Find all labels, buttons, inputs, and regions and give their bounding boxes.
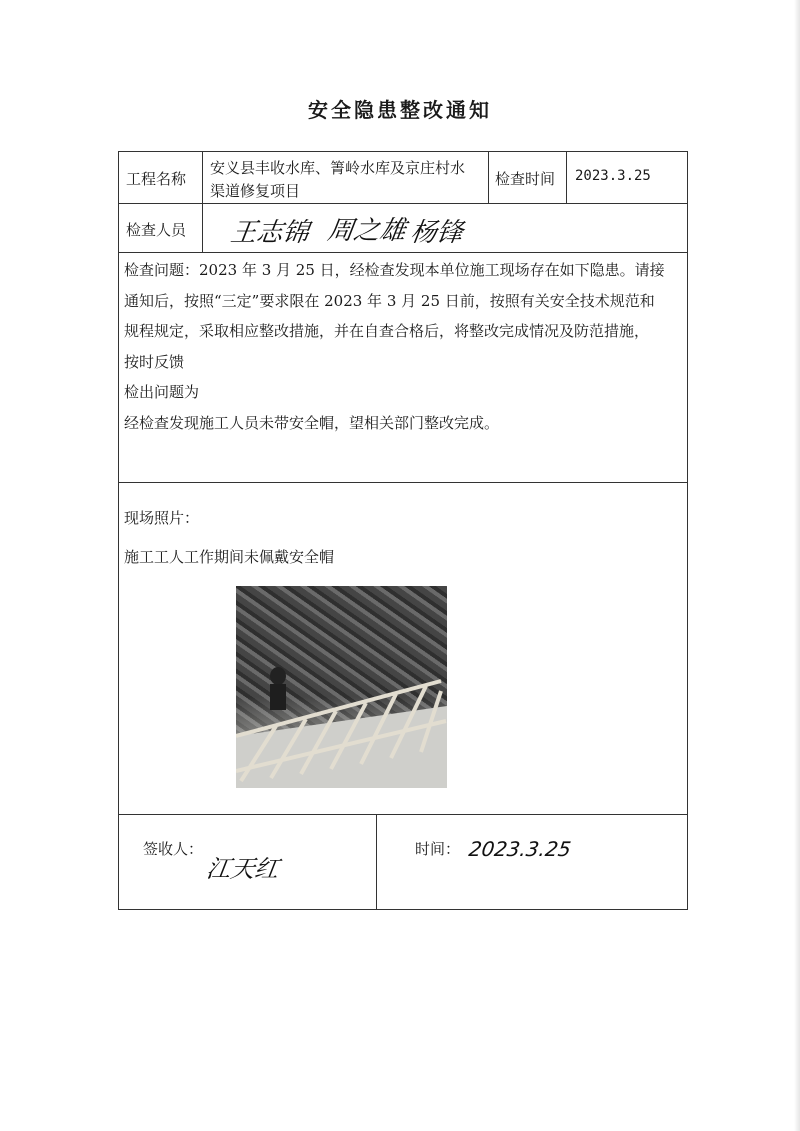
issue-line: 检查问题：2023 年 3 月 25 日，经检查发现本单位施工现场存在如下隐患。请接 bbox=[124, 261, 665, 279]
photo-label: 现场照片： bbox=[124, 509, 200, 527]
photo-caption: 施工工人工作期间未佩戴安全帽 bbox=[124, 548, 335, 566]
project-value-cell bbox=[202, 151, 489, 204]
issues-cell bbox=[118, 252, 688, 483]
project-name-line2: 渠道修复项目 bbox=[210, 182, 301, 200]
inspectors-signature-cell bbox=[202, 203, 688, 253]
project-name-line1: 安义县丰收水库、箐岭水库及京庄村水 bbox=[210, 159, 466, 177]
check-time-label: 检查时间 bbox=[495, 170, 556, 188]
time-handwritten: 2023.3.25 bbox=[467, 837, 573, 861]
inspector-signature-1: 王志锦 bbox=[228, 218, 311, 248]
check-time-value-cell bbox=[566, 151, 688, 204]
issues-text bbox=[124, 255, 684, 438]
issue-line: 检出问题为 bbox=[124, 383, 200, 401]
inspector-signature-3: 杨锋 bbox=[408, 218, 465, 248]
issue-line: 经检查发现施工人员未带安全帽，望相关部门整改完成。 bbox=[124, 413, 500, 432]
receiver-cell bbox=[118, 814, 377, 910]
issue-line: 规程规定，采取相应整改措施，并在自查合格后，将整改完成情况及防范措施， bbox=[124, 322, 650, 340]
time-label: 时间： bbox=[415, 840, 461, 858]
document-title: 安全隐患整改通知 bbox=[308, 98, 492, 122]
page-edge-shadow bbox=[794, 0, 800, 1131]
project-label: 工程名称 bbox=[126, 170, 187, 188]
project-label-cell bbox=[118, 151, 203, 204]
receiver-label: 签收人： bbox=[143, 840, 204, 858]
inspectors-label-cell bbox=[118, 203, 203, 253]
time-cell bbox=[376, 814, 688, 910]
issue-line: 通知后，按照“三定”要求限在 2023 年 3 月 25 日前，按照有关安全技术规范和 bbox=[124, 291, 655, 310]
site-photo bbox=[236, 586, 447, 788]
check-time-label-cell bbox=[488, 151, 567, 204]
receiver-signature: 江天红 bbox=[204, 855, 281, 883]
inspector-signature-2: 周之雄 bbox=[325, 216, 408, 246]
issue-line: 按时反馈 bbox=[124, 352, 185, 371]
check-time-value: 2023.3.25 bbox=[575, 168, 651, 184]
site-photo-drawing bbox=[236, 586, 447, 788]
inspectors-label: 检查人员 bbox=[126, 221, 187, 239]
